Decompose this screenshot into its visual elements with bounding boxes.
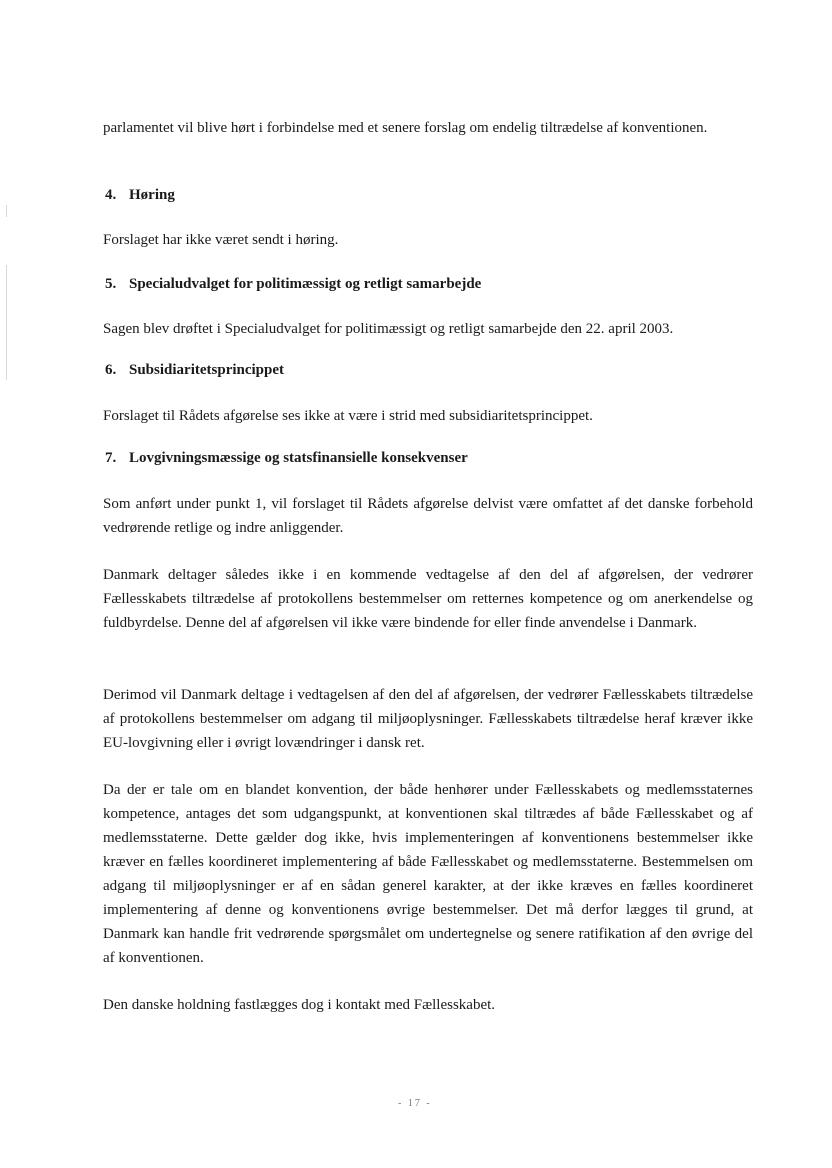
paragraph-holdning: Den danske holdning fastlægges dog i kontakt med Fællesskabet. (103, 997, 496, 1013)
paragraph-deltagelse-ikke: Danmark deltager således ikke i en kommende vedtagelse af den del af afgørelsen, der vedrører Fællesskabets tiltrædelse af protokollens bestemmelser om retternes kompetence og om anerkendelse og fuldbyrdelse. Denne del af afgørelsen vil ikke være bindende for eller finde anvendelse i Danmark. (103, 567, 753, 631)
section-title: Høring (129, 187, 175, 203)
paragraph-hoering: Forslaget har ikke været sendt i høring. (103, 232, 339, 248)
page-number: - 17 - (398, 1098, 432, 1109)
paragraph-subsidiaritet: Forslaget til Rådets afgørelse ses ikke at være i strid med subsidiaritetsprincippet. (103, 408, 593, 424)
section-heading-4 (105, 185, 175, 205)
section-title: Lovgivningsmæssige og statsfinansielle konsekvenser (129, 450, 468, 466)
section-heading-6 (105, 360, 284, 380)
scan-artifact (6, 265, 7, 380)
section-number: 6. (105, 362, 117, 378)
paragraph-specialudvalget: Sagen blev drøftet i Specialudvalget for politimæssigt og retligt samarbejde den 22. april 2003. (103, 321, 674, 337)
section-number: 7. (105, 450, 117, 466)
paragraph-forbehold: Som anført under punkt 1, vil forslaget til Rådets afgørelse delvist være omfattet af det danske forbehold vedrørende retlige og indre anliggender. (103, 496, 753, 536)
section-number: 4. (105, 187, 117, 203)
section-number: 5. (105, 276, 117, 292)
paragraph-continuation: parlamentet vil blive hørt i forbindelse med et senere forslag om endelig tiltrædelse af konventionen. (103, 120, 708, 136)
section-title: Subsidiaritetsprincippet (129, 362, 285, 378)
section-heading-5 (105, 274, 481, 294)
paragraph-blandet-konvention: Da der er tale om en blandet konvention, der både henhører under Fællesskabets og medlemsstaternes kompetence, antages det som udgangspunkt, at konventionen skal tiltrædes af både Fællesskabet og af medlemsstaterne. Dette gælder dog ikke, hvis implementeringen af konventionens bestemmelser ikke kræver en fælles koordineret implementering af både Fællesskabet og medlemsstaterne. Bestemmelsen om adgang til miljøoplysninger er af en sådan generel karakter, at der ikke kræves en fælles koordineret implementering af denne og konventionens øvrige bestemmelser. Det må derfor lægges til grund, at Danmark kan handle frit vedrørende spørgsmålet om undertegnelse og senere ratifikation af den øvrige del af konventionen. (103, 782, 753, 966)
section-heading-7 (105, 448, 468, 468)
scan-artifact (6, 205, 7, 217)
section-title: Specialudvalget for politimæssigt og retligt samarbejde (129, 276, 482, 292)
paragraph-deltagelse: Derimod vil Danmark deltage i vedtagelsen af den del af afgørelsen, der vedrører Fællesskabets tiltrædelse af protokollens bestemmelser om adgang til miljøoplysninger. Fællesskabets tiltrædelse heraf kræver ikke EU-lovgivning eller i øvrigt lovændringer i dansk ret. (103, 687, 753, 751)
